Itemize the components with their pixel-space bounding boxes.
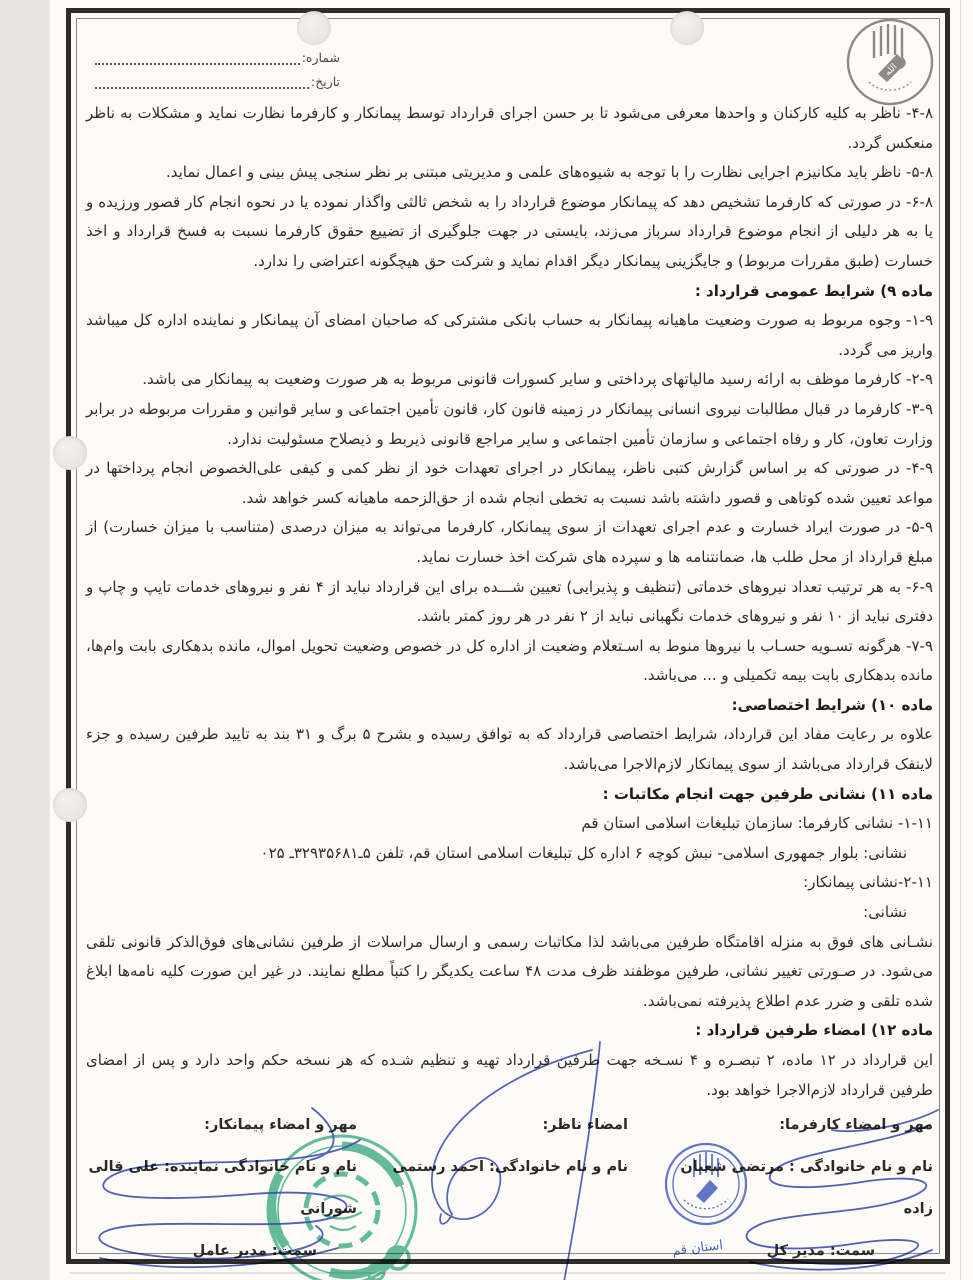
contract-body bbox=[86, 99, 933, 1105]
punch-hole bbox=[297, 11, 331, 45]
clause-11-2: ۲-۱۱-نشانی پیمانکار: bbox=[803, 873, 933, 892]
clause-9-5: ۵-۹- در صورت ایراد خسارت و عدم اجرای تعهدات از سوی پیمانکار، کارفرما می‌تواند به میزان درصدی (متناسب با میزان خسارت) از مبلغ قرارداد از محل طلب ها، ضمانتنامه ها و سپرده های شرکت اخذ خسارت نماید. bbox=[86, 518, 933, 566]
article-10-heading: ماده ۱۰) شرایط اختصاصی: bbox=[731, 695, 933, 714]
article-12-text: این قرارداد در ۱۲ ماده، ۲ تبصـره و ۴ نسـخه جهت طرفین قرارداد تهیه و تنظیم شـده که هر نسخه حکم واحد دارد و پس از امضای طرفین قرارداد لازم‌الاجرا خواهد بود. bbox=[86, 1051, 934, 1099]
employer-stamp-caption: استان قم bbox=[671, 1237, 724, 1260]
contractor-role: سمت: مدیر عامل bbox=[192, 1243, 317, 1259]
clause-6-8: ۶-۸- در صورتی که کارفرما تشخیص دهد که پیمانکار موضوع قرارداد را به شخص ثالثی واگذار نموده یا در نحوه انجام کار قصور ورزیده و یا به هر دلیلی از انجام موضوع قرارداد سرباز می‌زند، بایستی در جهت جلوگیری از تضییع حقوق کارفرما نسبت به فسخ قرارداد و اخذ خسارت (طبق مقررات مربوط) و جایگزینی پیمانکار دیگر اقدام نماید و شرکت حق هیچگونه اعتراضی را ندارد. bbox=[86, 192, 933, 270]
number-dotted-line bbox=[95, 62, 300, 65]
clause-4-8: ۴-۸- ناظر به کلیه کارکنان و واحدها معرفی می‌شود تا بر حسن اجرای قرارداد توسط پیمانکار و کارفرما نظارت نماید و مشکلات به ناظر منعکس گردد. bbox=[86, 104, 933, 152]
contractor-sign-title: مهر و امضاء پیمانکار: bbox=[204, 1117, 357, 1133]
signature-contractor bbox=[86, 1104, 357, 1272]
clause-9-3: ۳-۹- کارفرما در قبال مطالبات نیروی انسانی پیمانکار در زمینه قانون کار، قانون تأمین اجتماعی و سایر قوانین و مقررات مربوطه در برابر وزارت تعاون، کار و رفاه اجتماعی و سازمان تأمین اجتماعی و سایر مراجع قانونی ذیربط و ذیصلاح مسئولیت ندارد. bbox=[86, 399, 933, 448]
date-field bbox=[95, 70, 340, 94]
supervisor-name: نام و نام خانوادگی: احمد رستمی bbox=[392, 1159, 628, 1175]
number-field bbox=[95, 46, 340, 70]
clause-11-1: ۱-۱۱- نشانی کارفرما: سازمان تبلیغات اسلامی استان قم bbox=[581, 814, 933, 833]
number-label: شماره: bbox=[301, 50, 340, 65]
scan-page-edge bbox=[960, 0, 961, 1280]
addresses-note: نشـانی های فوق به منزله اقامتگاه طرفین می‌باشد لذا مکاتبات رسمی و ارسال مراسلات از طرفین نشانی‌های فوق‌الذکر قانونی تلقی می‌شود. در صـورتی تغییر نشانی، طرفین موظفند ظرف مدت ۴۸ ساعت یکدیگر را کتباً مطلع نمایند. در غیر این صورت کلیه نامه‌ها ابلاغ شده تلقی و ضرر عدم اطلاع پذیرفته نمی‌باشد. bbox=[86, 932, 933, 1010]
article-9-heading: ماده ۹) شرایط عمومی قرارداد : bbox=[694, 281, 933, 300]
scan-left-margin bbox=[0, 0, 50, 1280]
logo-calligraphy: الله bbox=[883, 61, 900, 79]
date-dotted-line bbox=[95, 86, 309, 89]
date-label: تاریخ: bbox=[310, 74, 340, 89]
supervisor-sign-title: امضاء ناظر: bbox=[542, 1117, 628, 1133]
punch-hole bbox=[53, 436, 87, 470]
clause-9-4: ۴-۹- در صورتی که بر اساس گزارش کتبی ناظر، پیمانکار در اجرای تعهدات خود از نظر کمی و کیفی علی‌الخصوص انجام پرداختها در مواعد تعیین شده کوتاهی و قصور داشته باشد نسبت به تخطی انجام شده از حق‌الزحمه ماهیانه کسر خواهد شد. bbox=[86, 459, 933, 507]
contractor-name: نام و نام خانوادگی نماینده: علی قالی شورانی bbox=[88, 1159, 357, 1217]
clause-9-6: ۶-۹- به هر ترتیب تعداد نیروهای خدماتی (تنظیف و پذیرایی) تعیین شـــده برای این قرارداد نباید از ۴ نفر و نیروهای خدمات تایپ و چاپ و دفتری نباید از ۱۰ نفر و نیروهای خدمات نگهبانی نباید از ۲ نفر در هر روز کمتر باشد. bbox=[86, 577, 933, 626]
employer-role: سمت: مدیر کل bbox=[766, 1243, 875, 1259]
employer-sign-title: مهر و امضاء کارفرما: bbox=[779, 1117, 933, 1133]
signature-supervisor bbox=[357, 1104, 662, 1272]
clause-5-8: ۵-۸- ناظر باید مکانیزم اجرایی نظارت را با توجه به شیوه‌های علمی و مدیریتی مبتنی بر نظر سنجی پیش بینی و اعمال نماید. bbox=[165, 163, 933, 182]
scan-shadow-line bbox=[70, 1272, 945, 1274]
punch-hole bbox=[670, 11, 704, 45]
employer-name: نام و نام خانوادگی : مرتضی شعبان زاده bbox=[680, 1159, 933, 1217]
employer-address: نشانی: بلوار جمهوری اسلامی- نبش کوچه ۶ اداره کل تبلیغات اسلامی استان قم، تلفن ۵ـ۳۲۹۳۵۶۸۱ـ ۰۲۵ bbox=[260, 843, 907, 862]
article-11-heading: ماده ۱۱) نشانی طرفین جهت انجام مکاتبات : bbox=[602, 784, 933, 803]
signature-block bbox=[86, 1104, 933, 1272]
article-10-text: علاوه بر رعایت مفاد این قرارداد، شرایط اختصاصی قرارداد که به توافق رسیده و بشرح ۵ برگ و ۳۱ بند به تایید طرفین رسیده و جزء لاینفک قرارداد می‌باشد از سوی پیمانکار لازم‌الاجرا می‌باشد. bbox=[86, 725, 933, 774]
punch-hole bbox=[53, 788, 87, 822]
contractor-address: نشانی: bbox=[863, 903, 907, 922]
organization-logo-icon bbox=[843, 14, 937, 114]
article-12-heading: ماده ۱۲) امضاء طرفین قرارداد : bbox=[695, 1021, 933, 1040]
clause-9-2: ۲-۹- کارفرما موظف به ارائه رسید مالیاتهای پرداختی و سایر کسورات قانونی مربوط به هر صورت وضعیت به پیمانکار می باشد. bbox=[142, 370, 933, 389]
signature-employer bbox=[662, 1104, 933, 1272]
letterhead-meta bbox=[95, 46, 340, 94]
clause-9-7: ۷-۹- هرگونه تسـویه حسـاب با نیروها منوط به اسـتعلام وضعیت از اداره کل در خصوص وضعیت تحویل اموال، مانده بدهکاری بابت وام‌ها، مانده بدهکاری بابت بیمه تکمیلی و ... می‌باشد. bbox=[86, 636, 933, 685]
clause-9-1: ۱-۹- وجوه مربوط به صورت وضعیت ماهیانه پیمانکار به حساب بانکی مشترکی که صاحبان امضای آن پیمانکار و نماینده اداره کل میباشد واریز می گردد. bbox=[86, 311, 933, 359]
